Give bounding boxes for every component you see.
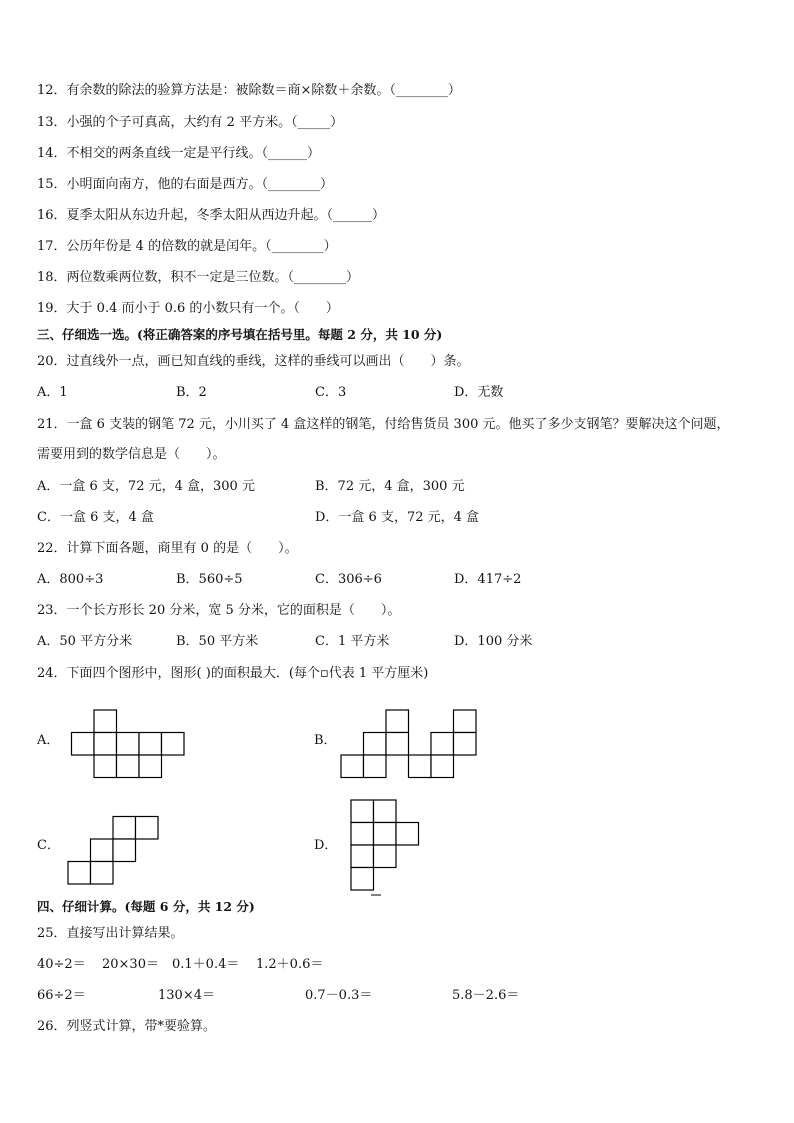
q23-option-c: C．1 平方米 [315, 634, 390, 649]
section-3-title: 三、仔细选一选。(将正确答案的序号填在括号里。每题 2 分，共 10 分) [37, 327, 443, 342]
q22-option-d: D．417÷2 [454, 572, 522, 587]
question-12: 12．有余数的除法的验算方法是：被除数＝商×除数＋余数。（________） [37, 83, 461, 98]
q22-option-c: C．306÷6 [315, 572, 382, 587]
calc-2-3: 0.7－0.3＝ [305, 988, 373, 1003]
question-21-line2: 需要用到的数学信息是（ ）。 [37, 447, 226, 462]
figure-a-label: A． [37, 733, 60, 748]
q20-option-a: A．1 [37, 385, 68, 400]
question-19: 19．大于 0.4 而小于 0.6 的小数只有一个。（ ） [37, 301, 339, 316]
question-23: 23．一个长方形长 20 分米，宽 5 分米，它的面积是（ ）。 [37, 603, 401, 618]
q20-option-c: C．3 [315, 385, 347, 400]
question-14: 14．不相交的两条直线一定是平行线。（______） [37, 146, 321, 161]
q21-option-c: C．一盒 6 支，4 盒 [37, 510, 154, 525]
question-15: 15．小明面向南方，他的右面是西方。（________） [37, 177, 334, 192]
figure-d-label: D． [314, 838, 338, 853]
question-22: 22．计算下面各题，商里有 0 的是（ ）。 [37, 541, 298, 556]
question-16: 16．夏季太阳从东边升起，冬季太阳从西边升起。（______） [37, 208, 386, 223]
q23-option-d: D．100 分米 [454, 634, 533, 649]
figure-a-grid [70, 709, 185, 779]
figure-c-grid [67, 815, 162, 887]
question-24: 24．下面四个图形中，图形( )的面积最大．(每个▫代表 1 平方厘米) [37, 666, 429, 681]
question-13: 13．小强的个子可真高，大约有 2 平方米。（_____） [37, 115, 344, 130]
q21-option-a: A．一盒 6 支，72 元，4 盒，300 元 [37, 479, 255, 494]
calc-2-2: 130×4＝ [158, 988, 215, 1003]
question-20: 20．过直线外一点，画已知直线的垂线，这样的垂线可以画出（ ）条。 [37, 354, 470, 369]
question-25: 25．直接写出计算结果。 [37, 926, 184, 941]
calc-1-1: 40÷2＝ [37, 957, 86, 972]
question-18: 18．两位数乘两位数，积不一定是三位数。（________） [37, 270, 360, 285]
q23-option-a: A．50 平方分米 [37, 634, 133, 649]
q22-option-a: A．800÷3 [37, 572, 104, 587]
q20-option-b: B．2 [176, 385, 207, 400]
question-26: 26．列竖式计算，带*要验算。 [37, 1019, 217, 1034]
calc-2-4: 5.8－2.6＝ [452, 988, 520, 1003]
q22-option-b: B．560÷5 [176, 572, 243, 587]
q20-option-d: D．无数 [454, 385, 504, 400]
figure-b-grid [340, 709, 480, 779]
calc-1-3: 0.1＋0.4＝ [172, 957, 240, 972]
calc-2-1: 66÷2＝ [37, 988, 86, 1003]
q23-option-b: B．50 平方米 [176, 634, 259, 649]
figure-c-label: C． [37, 838, 60, 853]
q21-option-b: B．72 元，4 盒，300 元 [315, 479, 465, 494]
section-4-title: 四、仔细计算。(每题 6 分，共 12 分) [37, 899, 255, 914]
question-21-line1: 21．一盒 6 支装的钢笔 72 元，小川买了 4 盒这样的钢笔，付给售货员 300 元。他买了多少支钢笔？要解决这个问题， [37, 417, 730, 432]
calc-1-2: 20×30＝ [102, 957, 159, 972]
figure-b-label: B． [314, 733, 337, 748]
q21-option-d: D．一盒 6 支，72 元，4 盒 [315, 510, 480, 525]
figure-d-grid [350, 799, 422, 897]
calc-1-4: 1.2＋0.6＝ [256, 957, 324, 972]
question-17: 17．公历年份是 4 的倍数的就是闰年。（________） [37, 239, 337, 254]
